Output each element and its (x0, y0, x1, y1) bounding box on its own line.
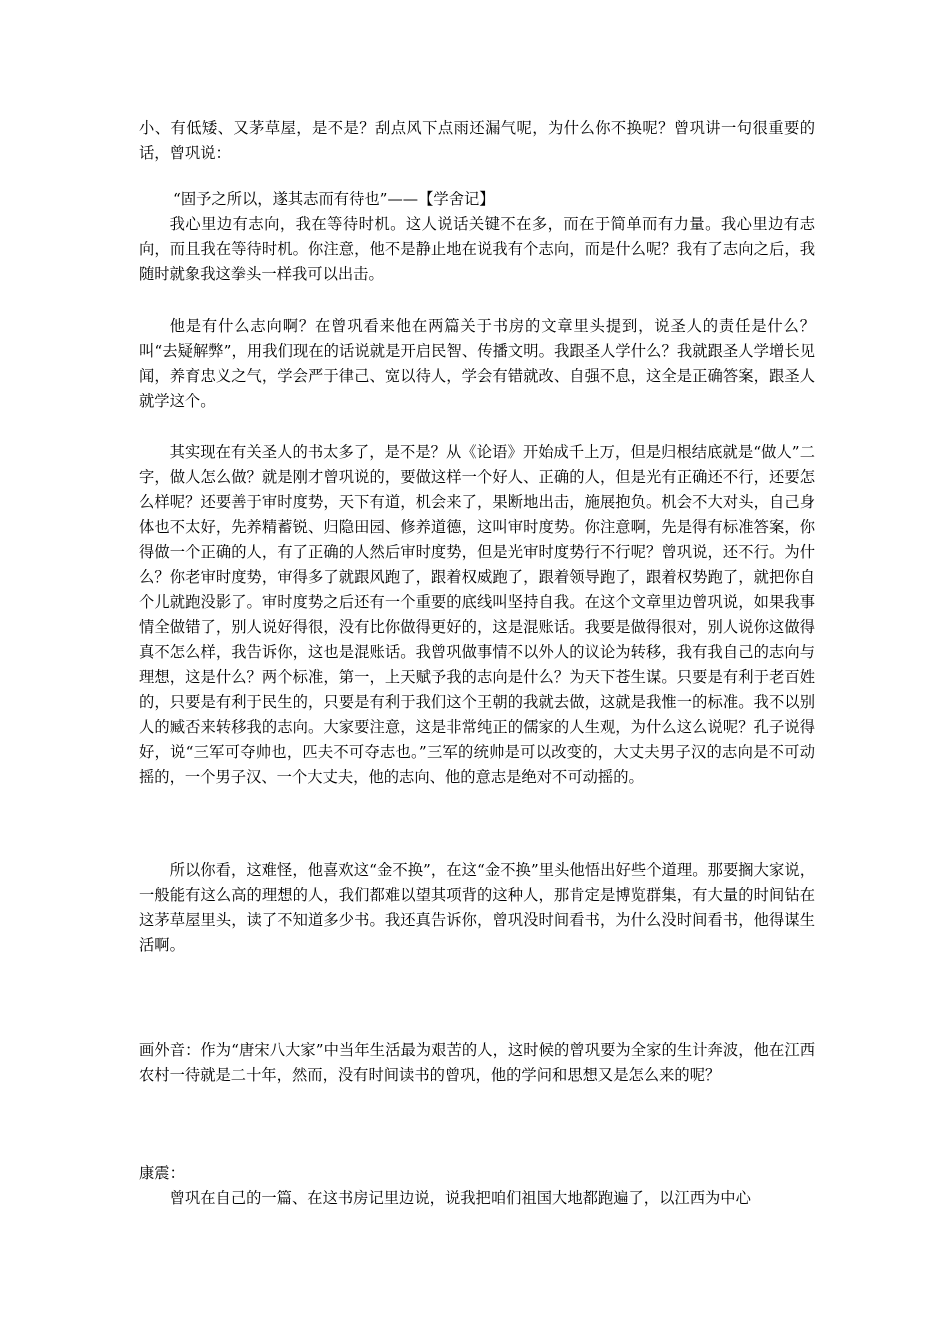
paragraph-jin-bu-huan: 所以你看，这难怪，他喜欢这“金不换”，在这“金不换”里头他悟出好些个道理。那要搁大家说，一般能有这么高的理想的人，我们都难以望其项背的这种人，那肯定是博览群集，有大量的时间钻在这茅草屋里头，读了不知道多少书。我还真告诉你，曾巩没时间看书，为什么没时间看书，他得谋生活啊。 (139, 861, 815, 954)
paragraph-ambition: 我心里边有志向，我在等待时机。这人说话关键不在多，而在于简单而有力量。我心里边有志向，而且我在等待时机。你注意，他不是静止地在说我有个志向，而是什么呢？我有了志向之后，我随时就象我这拳头一样我可以出击。 (139, 215, 815, 283)
paragraph-opening: 小、有低矮、又茅草屋，是不是？刮点风下点雨还漏气呢，为什么你不换呢？曾巩讲一句很重要的话，曾巩说： (139, 119, 815, 162)
paragraph-sage-duty: 他是有什么志向啊？在曾巩看来他在两篇关于书房的文章里头提到，说圣人的责任是什么？叫“去疑解弊”，用我们现在的话说就是开启民智、传播文明。我跟圣人学什么？我就跟圣人学增长见闻，养育忠义之气，学会严于律己、宽以待人，学会有错就改、自强不息，这全是正确答案，跟圣人就学这个。 (139, 317, 815, 410)
speaker-label: 康震： (139, 1164, 185, 1182)
paragraph-being-human: 其实现在有关圣人的书太多了，是不是？从《论语》开始成千上万，但是归根结底就是“做人”二字，做人怎么做？就是刚才曾巩说的，要做这样一个好人、正确的人，但是光有正确还不行，还要怎么样呢？还要善于审时度势，天下有道，机会来了，果断地出击，施展抱负。机会不大对头，自己身体也不太好，先养精蓄锐、归隐田园、修养道德，这叫审时度势。你注意啊，先是得有标准答案，你得做一个正确的人，有了正确的人然后审时度势，但是光审时度势行不行呢？曾巩说，还不行。为什么？你老审时度势，审得多了就跟风跑了，跟着权威跑了，跟着领导跑了，跟着权势跑了，就把你自个儿就跑没影了。审时度势之后还有一个重要的底线叫坚持自我。在这个文章里边曾巩说，如果我事情全做错了，别人说好得很，没有比你做得更好的，这是混账话。我要是做得很对，别人说你这做得真不怎么样，我告诉你，这也是混账话。我曾巩做事情不以外人的议论为转移，我有我自己的志向与理想，这是什么？两个标准，第一，上天赋予我的志向是什么？为天下苍生谋。只要是有利于老百姓的，只要是有利于民生的，只要是有利于我们这个王朝的我就去做，这就是我惟一的标准。我不以别人的臧否来转移我的志向。大家要注意，这是非常纯正的儒家的人生观，为什么这么说呢？孔子说得好，说“三军可夺帅也，匹夫不可夺志也。”三军的统帅是可以改变的，大丈夫男子汉的志向是不可动摇的，一个男子汉、一个大丈夫，他的志向、他的意志是绝对不可动摇的。 (139, 443, 815, 786)
paragraph-travels: 曾巩在自己的一篇、在这书房记里边说，说我把咱们祖国大地都跑遍了，以江西为中心 (169, 1189, 751, 1207)
quotation-line: “固予之所以，遂其志而有待也”——【学舍记】 (173, 190, 495, 208)
voiceover-paragraph: 画外音：作为“唐宋八大家”中当年生活最为艰苦的人，这时候的曾巩要为全家的生计奔波，他在江西农村一待就是二十年，然而，没有时间读书的曾巩，他的学问和思想又是怎么来的呢？ (139, 1041, 815, 1084)
